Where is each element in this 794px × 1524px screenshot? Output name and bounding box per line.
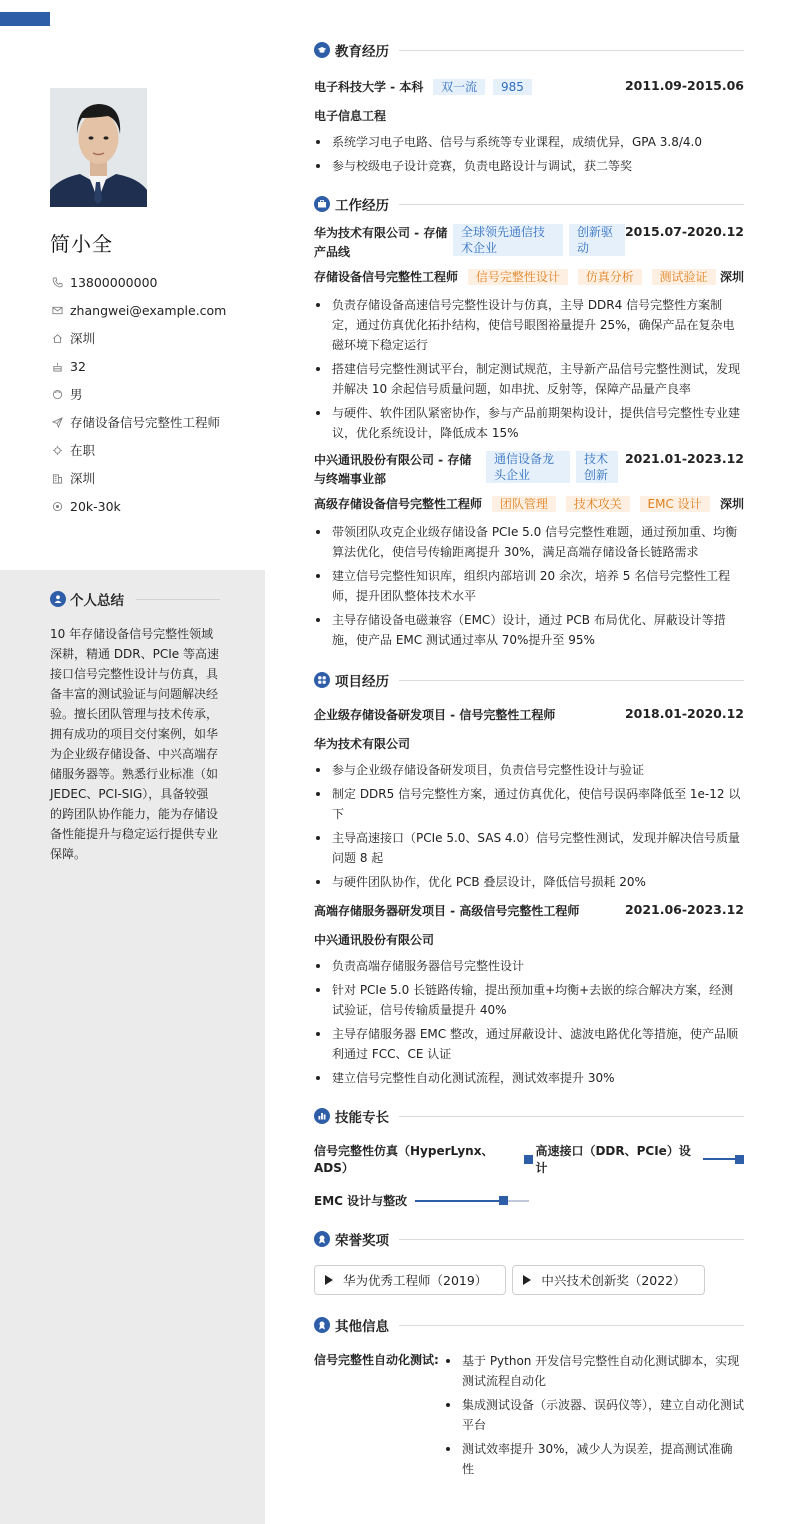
phone-icon (50, 275, 64, 289)
divider (399, 50, 744, 51)
skill-tag: 技术攻关 (566, 496, 630, 512)
projects-title: 项目经历 (335, 674, 389, 690)
contact-city: 深圳 (50, 324, 260, 352)
skill-level-knob (499, 1196, 508, 1205)
project-header (314, 706, 744, 723)
list-item: 负责高端存储服务器信号完整性设计 (314, 956, 744, 976)
company-tag: 通信设备龙头企业 (486, 451, 570, 483)
company-tag: 技术创新 (576, 451, 618, 483)
list-item: 负责存储设备高速信号完整性设计与仿真，主导 DDR4 信号完整性方案制定，通过仿真优化拓扑结构，使信号眼图裕量提升 25%，确保产品在复杂电磁环境下稳定运行 (314, 295, 744, 355)
play-icon (523, 1275, 531, 1285)
job-bullets (314, 295, 744, 443)
list-item: 测试效率提升 30%，减少人为误差，提高测试准确性 (444, 1439, 744, 1479)
list-item: 建立信号完整性自动化测试流程，测试效率提升 30% (314, 1068, 744, 1088)
contact-position: 存储设备信号完整性工程师 (50, 408, 260, 436)
list-item: 制定 DDR5 信号完整性方案，通过仿真优化，使信号误码率降低至 1e-12 以下 (314, 784, 744, 824)
contact-age: 32 (50, 352, 260, 380)
contact-list (50, 268, 260, 520)
send-icon (50, 415, 64, 429)
list-item: 系统学习电子电路、信号与系统等专业课程，成绩优异，GPA 3.8/4.0 (314, 132, 744, 152)
school-name: 电子科技大学 - 本科 (314, 80, 424, 94)
list-item: 集成测试设备（示波器、误码仪等），建立自动化测试平台 (444, 1395, 744, 1435)
main-content (314, 40, 744, 1483)
list-item: 参与企业级存储设备研发项目，负责信号完整性设计与验证 (314, 760, 744, 780)
divider (399, 680, 744, 681)
skills-title: 技能专长 (335, 1110, 389, 1126)
job-date: 2015.07-2020.12 (624, 224, 744, 239)
awards-title: 荣誉奖项 (335, 1233, 389, 1249)
candidate-name: 简小全 (50, 232, 113, 256)
summary-section (50, 588, 220, 864)
skills-row (314, 1142, 744, 1176)
education-tag: 双一流 (433, 79, 485, 95)
skill-tag: EMC 设计 (640, 496, 710, 512)
skill-name: 信号完整性仿真（HyperLynx、ADS） (314, 1144, 494, 1175)
award-item: 华为优秀工程师（2019） (314, 1265, 506, 1295)
job-location: 深圳 (719, 497, 744, 511)
list-item: 主导存储服务器 EMC 整改，通过屏蔽设计、滤波电路优化等措施，使产品顺利通过 FCC、CE 认证 (314, 1024, 744, 1064)
building-icon (50, 471, 64, 485)
other-label: 信号完整性自动化测试: (314, 1353, 439, 1367)
skill-level-track (703, 1158, 735, 1160)
job-role-row (314, 268, 744, 285)
skills-row (314, 1192, 744, 1209)
work-title: 工作经历 (335, 198, 389, 214)
education-header (314, 40, 744, 60)
user-icon (50, 591, 66, 607)
divider (136, 599, 220, 600)
list-item: 建立信号完整性知识库，组织内部培训 20 余次，培养 5 名信号完整性工程师，提升团队整体技术水平 (314, 566, 744, 606)
job-bullets (314, 522, 744, 650)
education-date: 2011.09-2015.06 (624, 78, 744, 93)
list-item: 主导高速接口（PCIe 5.0、SAS 4.0）信号完整性测试，发现并解决信号质量问题 8 起 (314, 828, 744, 868)
skill-level-knob (524, 1155, 533, 1164)
project-company: 华为技术有限公司 (314, 737, 411, 751)
contact-work-city: 深圳 (50, 464, 260, 492)
company-name: 华为技术有限公司 - 存储产品线 (314, 226, 448, 259)
awards-list (314, 1265, 744, 1295)
list-item: 针对 PCIe 5.0 长链路传输，提出预加重+均衡+去嵌的综合解决方案，经测试验证，信号传输质量提升 40% (314, 980, 744, 1020)
divider (399, 1325, 744, 1326)
skill-tag: 团队管理 (492, 496, 556, 512)
skills-header (314, 1106, 744, 1126)
list-item: 基于 Python 开发信号完整性自动化测试脚本，实现测试流程自动化 (444, 1351, 744, 1391)
skill-bar (703, 1155, 744, 1164)
list-item: 与硬件团队协作，优化 PCB 叠层设计，降低信号损耗 20% (314, 872, 744, 892)
other-row (314, 1351, 744, 1483)
age-icon (50, 359, 64, 373)
list-item: 主导存储设备电磁兼容（EMC）设计，通过 PCB 布局优化、屏蔽设计等措施，使产品 EMC 测试通过率从 70%提升至 95% (314, 610, 744, 650)
info-icon (314, 1317, 330, 1333)
job-date: 2021.01-2023.12 (624, 451, 744, 466)
project-bullets (314, 956, 744, 1088)
contact-salary: 20k-30k (50, 492, 260, 520)
grid-icon (314, 672, 330, 688)
job-role: 存储设备信号完整性工程师 (314, 270, 459, 284)
company-tag: 创新驱动 (569, 224, 625, 256)
graduation-cap-icon (314, 42, 330, 58)
education-major: 电子信息工程 (314, 109, 387, 123)
job-header (314, 451, 744, 489)
bar-chart-icon (314, 1108, 330, 1124)
company-name: 中兴通讯股份有限公司 - 存储与终端事业部 (314, 453, 472, 486)
skill-level-rest (508, 1200, 529, 1202)
job-role: 高级存储设备信号完整性工程师 (314, 497, 483, 511)
skill-tag: 仿真分析 (578, 269, 642, 285)
project-date: 2018.01-2020.12 (624, 706, 744, 721)
skill-name: 高速接口（DDR、PCIe）设计 (535, 1144, 691, 1175)
project-header (314, 902, 744, 919)
education-title: 教育经历 (335, 44, 389, 60)
contact-email: zhangwei@example.com (50, 296, 260, 324)
skill-tag: 信号完整性设计 (468, 269, 568, 285)
project-date: 2021.06-2023.12 (624, 902, 744, 917)
summary-header (50, 588, 220, 610)
home-icon (50, 331, 64, 345)
avatar (50, 88, 147, 207)
contact-status: 在职 (50, 436, 260, 464)
briefcase-icon (314, 196, 330, 212)
skill-tag: 测试验证 (652, 269, 716, 285)
project-name: 高端存储服务器研发项目 - 高级信号完整性工程师 (314, 904, 580, 918)
top-accent-bar (0, 12, 50, 26)
work-header (314, 194, 744, 214)
divider (399, 1116, 744, 1117)
education-bullets (314, 132, 744, 176)
summary-text: 10 年存储设备信号完整性领域深耕，精通 DDR、PCIe 等高速接口信号完整性设计与仿真，具备丰富的测试验证与问题解决经验。擅长团队管理与技术传承，拥有成功的项目交付案例，如华为企业级存储设备、中兴高端存储服务器等。熟悉行业标准（如 JEDEC、PCI-SIG），具备较强的跨团队协作能力，能为存储设备性能提升与稳定运行提供专业保障。 (50, 627, 219, 861)
divider (399, 1239, 744, 1240)
project-name: 企业级存储设备研发项目 - 信号完整性工程师 (314, 708, 556, 722)
list-item: 带领团队攻克企业级存储设备 PCIe 5.0 信号完整性难题，通过预加重、均衡算法优化，使信号传输距离提升 30%，满足高端存储设备长链路需求 (314, 522, 744, 562)
skill-bar (524, 1155, 533, 1164)
play-icon (325, 1275, 333, 1285)
status-icon (50, 443, 64, 457)
other-title: 其他信息 (335, 1319, 389, 1335)
list-item: 参与校级电子设计竞赛，负责电路设计与调试，获二等奖 (314, 156, 744, 176)
award-icon (314, 1231, 330, 1247)
contact-gender: 男 (50, 380, 260, 408)
award-item: 中兴技术创新奖（2022） (512, 1265, 704, 1295)
company-tag: 全球领先通信技术企业 (453, 224, 563, 256)
skill-name: EMC 设计与整改 (314, 1194, 408, 1208)
awards-header (314, 1229, 744, 1249)
other-header (314, 1315, 744, 1335)
job-role-row (314, 495, 744, 512)
contact-phone: 13800000000 (50, 268, 260, 296)
list-item: 与硬件、软件团队紧密协作，参与产品前期架构设计，提供信号完整性专业建议，优化系统设计，降低成本 15% (314, 403, 744, 443)
list-item: 搭建信号完整性测试平台，制定测试规范，主导新产品信号完整性测试，发现并解决 10 余起信号质量问题，如串扰、反射等，保障产品量产良率 (314, 359, 744, 399)
skill-level-track (415, 1200, 499, 1202)
skill-bar (415, 1196, 529, 1205)
project-company: 中兴通讯股份有限公司 (314, 933, 435, 947)
other-bullets (444, 1351, 744, 1483)
salary-icon (50, 499, 64, 513)
mail-icon (50, 303, 64, 317)
job-header (314, 224, 744, 262)
project-bullets (314, 760, 744, 892)
projects-header (314, 670, 744, 690)
divider (399, 204, 744, 205)
education-row (314, 78, 744, 95)
education-tag: 985 (493, 79, 532, 95)
gender-icon (50, 387, 64, 401)
job-location: 深圳 (719, 270, 744, 284)
summary-title: 个人总结 (70, 593, 124, 609)
skill-level-knob (735, 1155, 744, 1164)
